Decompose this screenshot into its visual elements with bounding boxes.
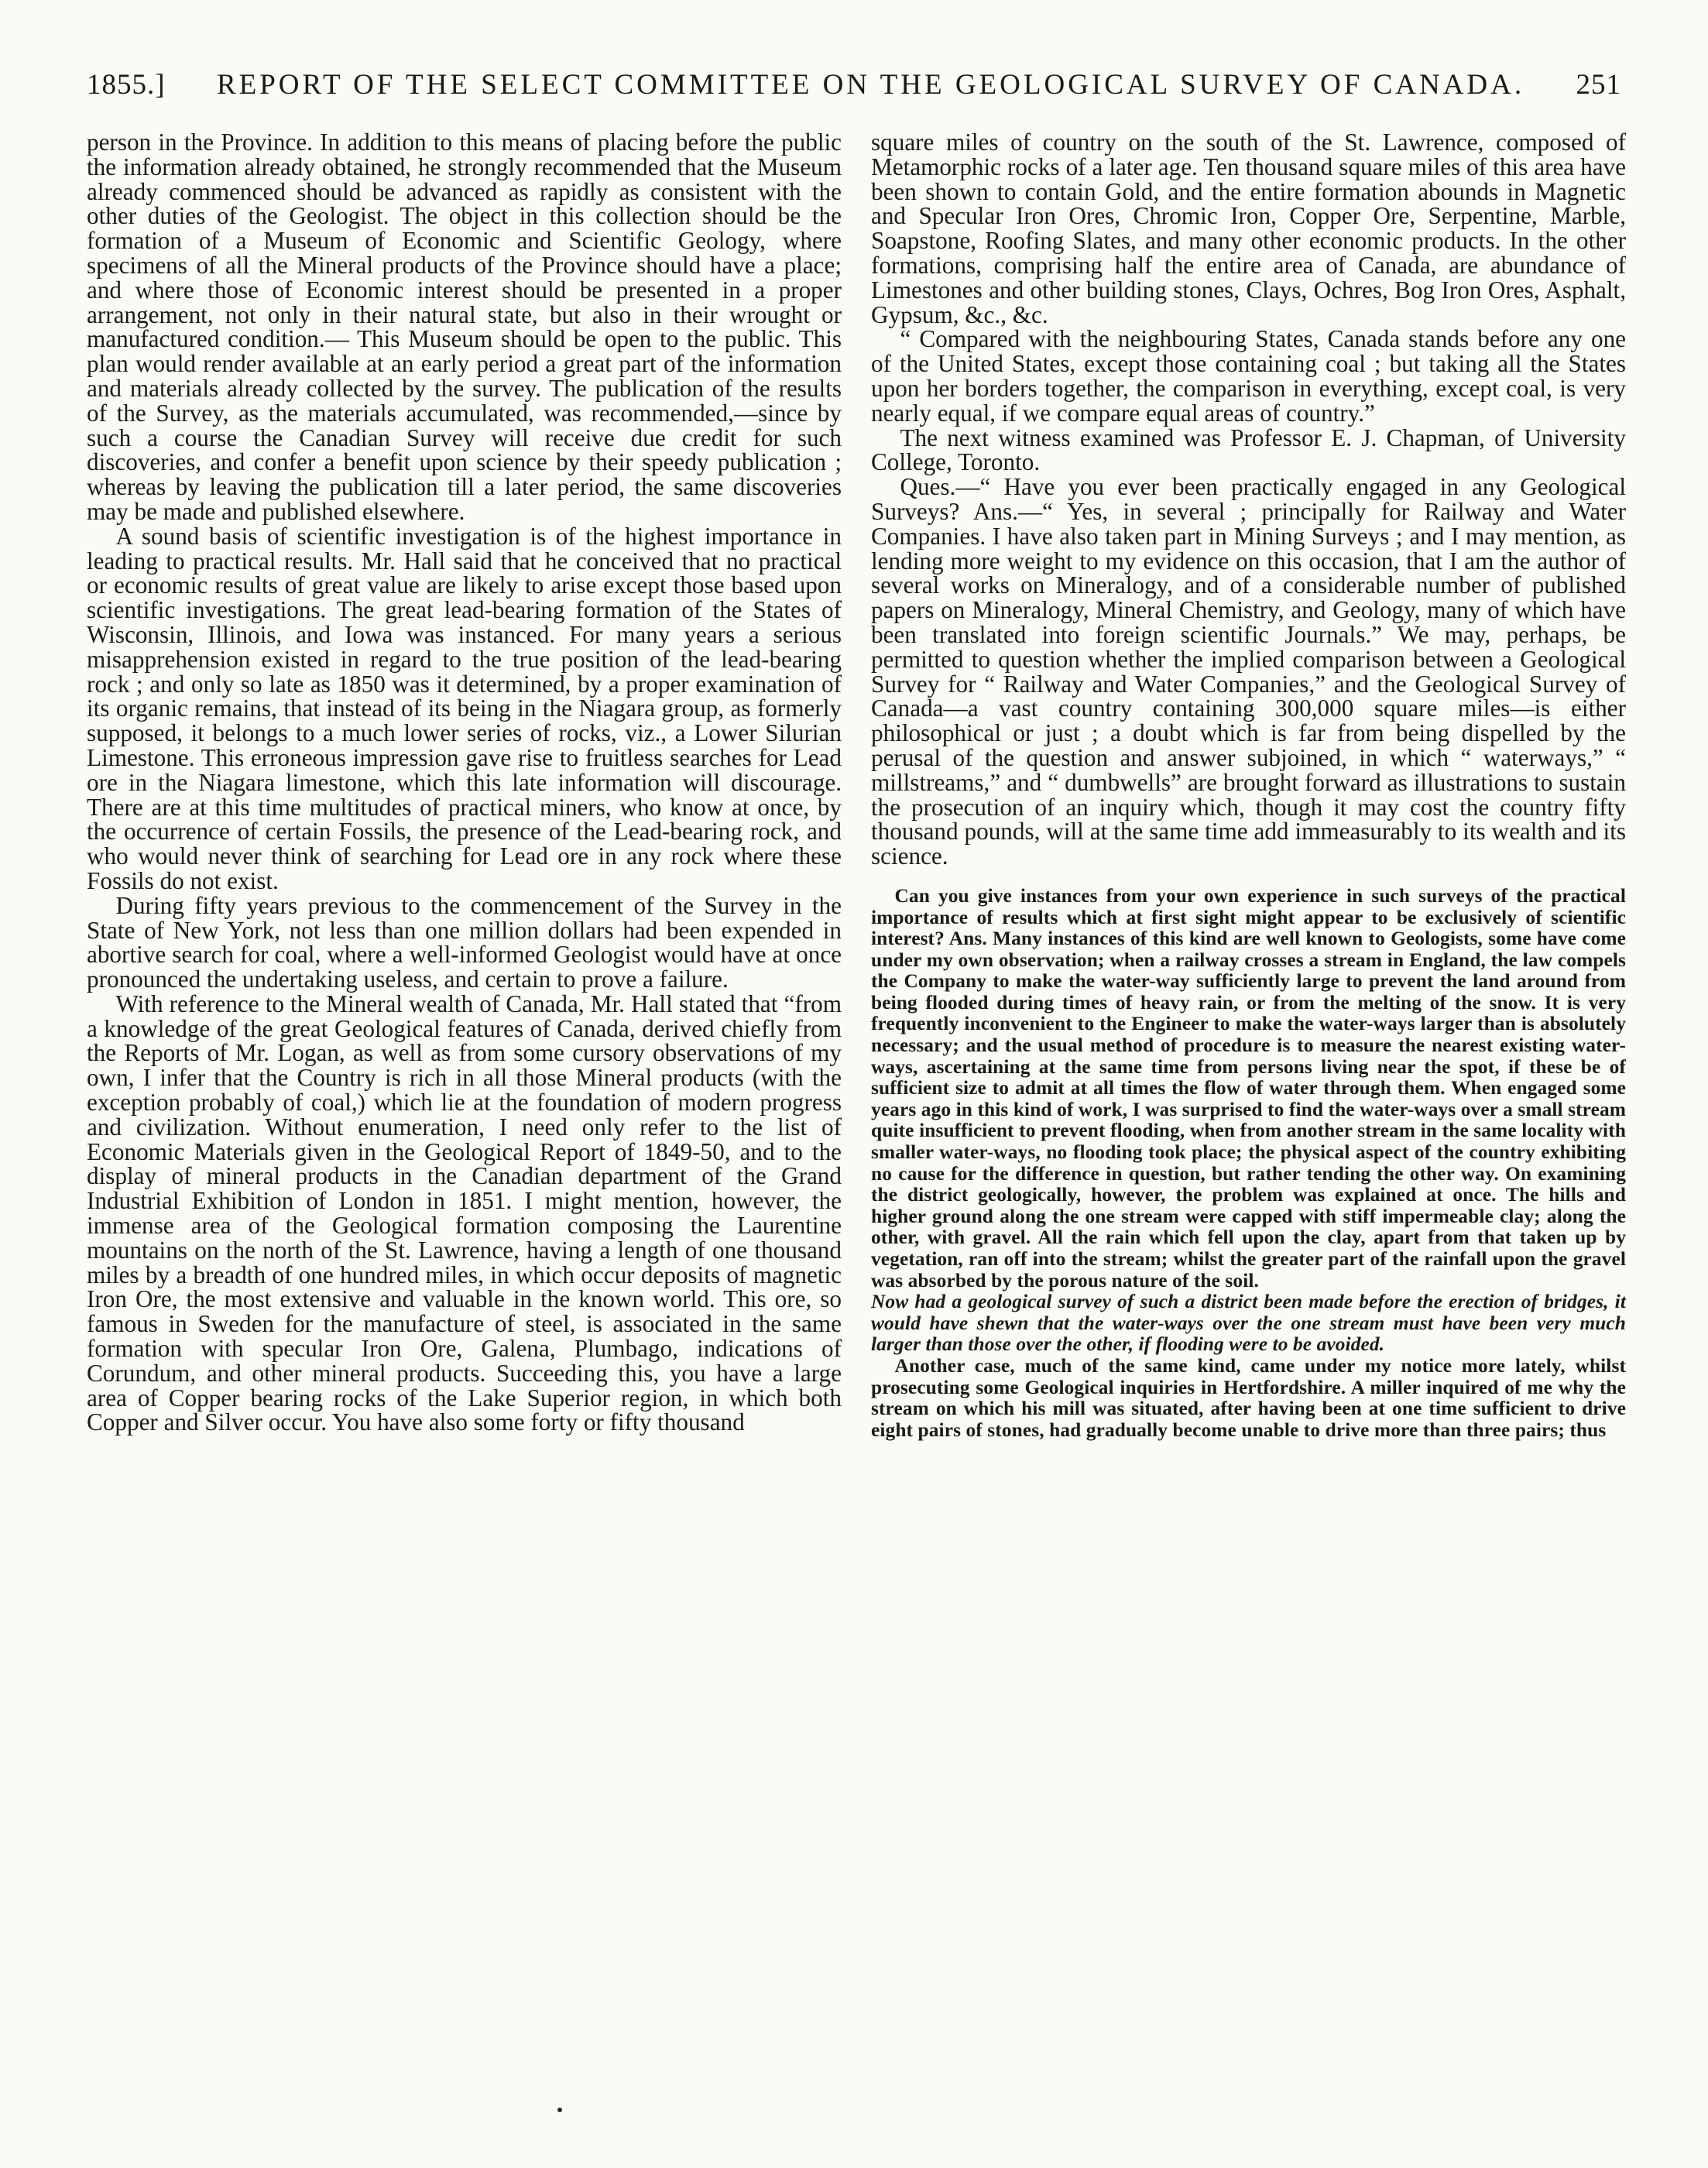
paragraph: The next witness examined was Professor E. J. Chapman, of University College, Toronto. xyxy=(871,424,1626,476)
right-column xyxy=(871,130,1626,1441)
paragraph: “ Compared with the neighbouring States, Canada stands before any one of the United States, except those containing coal ; but taking all the States upon her borders together, the comparison in everything, except coal, is very nearly equal, if we compare equal areas of country.” xyxy=(871,325,1626,427)
page-mark xyxy=(557,2108,562,2112)
evidence-italic-conclusion: Now had a geological survey of such a district been made before the erection of bridges, it would have shewn that the water-ways over the one stream must have been very much larger than those over the other, if flooding were to be avoided. xyxy=(871,1291,1626,1356)
paragraph: Ques.—“ Have you ever been practically engaged in any Geological Surveys? Ans.—“ Yes, in several ; principally for Railway and Water Companies. I have also taken part in Mining Surveys ; and I may mention, as lending more weight to my evidence on this occasion, that I am the author of several works on Mineralogy, and of a considerable number of published papers on Mineralogy, Mineral Chemistry, and Geology, many of which have been translated into foreign scientific Journals.” We may, perhaps, be permitted to question whether the implied comparison between a Geological Survey for “ Railway and Water Companies,” and the Geological Survey of Canada—a vast country containing 300,000 square miles—is either philosophical or just ; a doubt which is far from being dispelled by the perusal of the question and answer subjoined, in which “ waterways,” “ millstreams,” and “ dumbwells” are brought forward as illustrations to sustain the prosecution of an inquiry which, though it may cost the country fifty thousand pounds, will at the same time add immeasurably to its wealth and its science. xyxy=(871,473,1626,870)
header-year: 1855.] xyxy=(87,69,166,101)
paragraph: A sound basis of scientific investigation is of the highest importance in leading to practical results. Mr. Hall said that he conceived that no practical or economic results of great value are likely to arise except those based upon scientific investigations. The great lead-bearing formation of the States of Wisconsin, Illinois, and Iowa was instanced. For many years a serious misapprehension existed in regard to the true position of the lead-bearing rock ; and only so late as 1850 was it determined, by a proper examination of its organic remains, that instead of its being in the Niagara group, as formerly supposed, it belongs to a much lower series of rocks, viz., a Lower Silurian Limestone. This erroneous impression gave rise to fruitless searches for Lead ore in the Niagara limestone, which this late information will discourage. There are at this time multitudes of practical miners, who know at once, by the occurrence of certain Fossils, the presence of the Lead-bearing rock, and who would never think of searching for Lead ore in any rock where these Fossils do not exist. xyxy=(87,522,842,894)
paragraph: During fifty years previous to the commencement of the Survey in the State of New York, not less than one million dollars had been expended in abortive search for coal, where a well-informed Geologist would have at once pronounced the undertaking useless, and certain to prove a failure. xyxy=(87,891,842,993)
running-title: REPORT OF THE SELECT COMMITTEE ON THE GEOLOGICAL SURVEY OF CANADA. xyxy=(216,69,1525,101)
evidence-paragraph: Can you give instances from your own experience in such surveys of the practical importance of results which at first sight might appear to be exclusively of scientific interest? Ans. Many instances of this kind are well known to Geologists, some have come under my own observation; when a railway crosses a stream in England, the law compels the Company to make the water-way sufficiently large to prevent the land around from being flooded during times of heavy rain, or from the melting of the snow. It is very frequently inconvenient to the Engineer to make the water-ways larger than is absolutely necessary; and the usual method of procedure is to measure the nearest existing water-ways, ascertaining at the same time from persons living near the spot, if these be of sufficient size to admit at all times the flow of water through them. When engaged some years ago in this kind of work, I was surprised to find the water-ways over a small stream quite insufficient to prevent flooding, when from another stream in the same locality with smaller water-ways, no flooding took place; the physical aspect of the country exhibiting no cause for the difference in question, but rather tending the other way. On examining the district geologically, however, the problem was explained at once. The hills and higher ground along the one stream were capped with stiff impermeable clay; along the other, with gravel. All the rain which fell upon the clay, apart from that taken up by vegetation, ran off into the stream; whilst the greater part of the rainfall upon the gravel was absorbed by the porous nature of the soil. xyxy=(871,884,1626,1292)
left-column xyxy=(87,130,842,1435)
paragraph: With reference to the Mineral wealth of Canada, Mr. Hall stated that “from a knowledge of the great Geological features of Canada, derived chiefly from the Reports of Mr. Logan, as well as from some cursory observations of my own, I infer that the Country is rich in all those Mineral products (with the exception probably of coal,) which lie at the foundation of modern progress and civilization. Without enumeration, I need only refer to the list of Economic Materials given in the Geological Report of 1849-50, and to the display of mineral products in the Canadian department of the Grand Industrial Exhibition of London in 1851. I might mention, however, the immense area of the Geological formation composing the Laurentine mountains on the north of the St. Lawrence, having a length of one thousand miles by a breadth of one hundred miles, in which occur deposits of magnetic Iron Ore, the most extensive and valuable in the known world. This ore, so famous in Sweden for the manufacture of steel, is associated in the same formation with specular Iron Ore, Galena, Plumbago, indications of Corundum, and other mineral products. Succeeding this, you have a large area of Copper bearing rocks of the Lake Superior region, in which both Copper and Silver occur. You have also some forty or fifty thousand xyxy=(87,990,842,1436)
evidence-excerpt xyxy=(871,886,1626,1441)
paragraph: person in the Province. In addition to this means of placing before the public the information already obtained, he strongly recommended that the Museum already commenced should be advanced as rapidly as consistent with the other duties of the Geologist. The object in this collection should be the formation of a Museum of Economic and Scientific Geology, where specimens of all the Mineral products of the Province should have a place; and where those of Economic interest should be presented in a proper arrangement, not only in their natural state, but also in their wrought or manufactured condition.— This Museum should be open to the public. This plan would render available at an early period a great part of the information and materials already collected by the survey. The publication of the results of the Survey, as the materials accumulated, was recommended,—since by such a course the Canadian Survey will receive due credit for such discoveries, and confer a benefit upon science by their speedy publication ; whereas by leaving the publication till a later period, the same discoveries may be made and published elsewhere. xyxy=(87,129,842,525)
evidence-paragraph: Another case, much of the same kind, came under my notice more lately, whilst prosecuting some Geological inquiries in Hertfordshire. A miller inquired of me why the stream on which his mill was situated, after having been at one time sufficient to drive eight pairs of stones, had gradually become unable to drive more than three pairs; thus xyxy=(871,1354,1626,1441)
page-number: 251 xyxy=(1576,69,1621,101)
page-header xyxy=(87,68,1621,115)
paragraph: square miles of country on the south of the St. Lawrence, composed of Metamorphic rocks of a later age. Ten thousand square miles of this area have been shown to contain Gold, and the entire formation abounds in Magnetic and Specular Iron Ores, Chromic Iron, Copper Ore, Serpentine, Marble, Soapstone, Roofing Slates, and many other economic products. In the other formations, comprising half the entire area of Canada, are abundance of Limestones and other building stones, Clays, Ochres, Bog Iron Ores, Asphalt, Gypsum, &c., &c. xyxy=(871,129,1626,328)
